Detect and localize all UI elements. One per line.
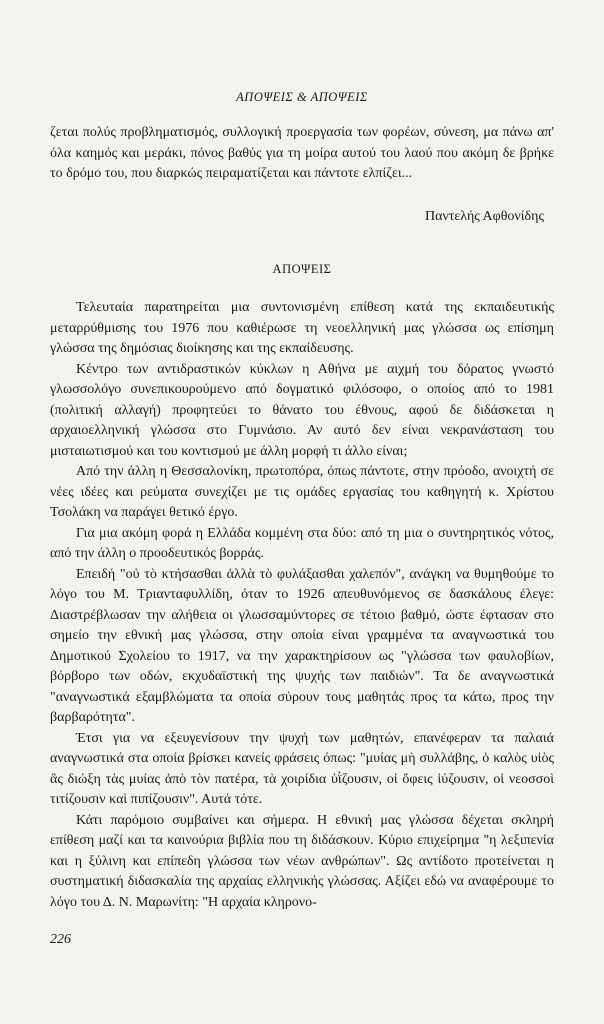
author-signature: Παντελής Αφθονίδης xyxy=(425,209,544,224)
continuation-paragraph: ζεται πολύς προβληματισμός, συλλογική προεργασία των φορέων, σύνεση, μα πάνω απ' όλα καημός και μεράκι, πόνος βαθύς για τη μοίρα αυτού του λαού που ακόμη δε βρήκε το δρόμο του, που διαρκώς πειραματίζεται και πάντοτε ελπίζει... xyxy=(50,125,554,181)
paragraph: Κέντρο των αντιδραστικών κύκλων η Αθήνα με αιχμή του δόρατος γνωστό γλωσσολόγο συνεπικουρούμενο από δογματικό φιλόσοφο, ο οποίος από το 1981 (πολιτική αλλαγή) προφητεύει το θάνατο του έθνους, αφού δε διδάσκεται η αρχαιοελληνική γλώσσα στο Γυμνάσιο. Αν αυτό δεν είναι νεκρανάσταση του μισταιωτισμού και του κοντισμού με άλλη μορφή τι άλλο είναι; xyxy=(50,361,554,459)
paragraph: Για μια ακόμη φορά η Ελλάδα κομμένη στα δύο: από τη μια ο συντηρητικός νότος, από την άλλη ο προοδευτικός βορράς. xyxy=(50,525,554,561)
page-number: 226 xyxy=(50,932,71,947)
paragraph: Έτσι για να εξευγενίσουν την ψυχή των μαθητών, επανέφεραν τα παλαιά αναγνωστικά στα οποία βρίσκει κανείς φράσεις όπως: "μυίας μὴ συλλάβης, ὁ καλὸς υἱὸς ἂς διώξη τὰς μυίας ἀπὸ τὸν πατέρα, τὰ χοιρίδια ὑῒζουσιν, οἱ ὄφεις ἰύζουσιν, οἱ νεοσσοὶ τιτίζουσιν καὶ πιπίζουσιν". Αυτά τότε. xyxy=(50,730,554,807)
running-head: ΑΠΟΨΕΙΣ & ΑΠΟΨΕΙΣ xyxy=(236,90,368,104)
paragraph: Κάτι παρόμοιο συμβαίνει και σήμερα. Η εθνική μας γλώσσα δέχεται σκληρή επίθεση μαζί και τα καινούρια βιβλία που τη διδάσκουν. Κύριο επιχείρημα "η λεξιπενία και η ξύλινη και επίπεδη γλώσσα των νέων ανθρώπων". Ως αντίδοτο προτείνεται η συστηματική διδασκαλία της αρχαίας ελληνικής γλώσσας. Αξίζει εδώ να αναφέρουμε το λόγο του Δ. Ν. Μαρωνίτη: "Η αρχαία κληρονο- xyxy=(50,812,554,910)
paragraph: Από την άλλη η Θεσσαλονίκη, πρωτοπόρα, όπως πάντοτε, στην πρόοδο, ανοιχτή σε νέες ιδέες και ρεύματα συνεχίζει με τις ομάδες εργασίας του καθηγητή κ. Χρίστου Τσολάκη να παράγει θετικό έργο. xyxy=(50,464,554,520)
article-body xyxy=(50,298,554,913)
continuation-text xyxy=(50,123,554,185)
section-title: ΑΠΟΨΕΙΣ xyxy=(272,262,332,276)
paragraph: Τελευταία παρατηρείται μια συντονισμένη επίθεση κατά της εκπαιδευτικής μεταρρύθμισης του 1976 που καθιέρωσε τη νεοελληνική μας γλώσσα ως επίσημη γλώσσα της δημόσιας διοίκησης και της εκπαίδευσης. xyxy=(50,300,554,356)
paragraph: Επειδή "οὐ τὸ κτήσασθαι ἀλλὰ τὸ φυλάξασθαι χαλεπόν", ανάγκη να θυμηθούμε το λόγο του Μ. Τριανταφυλλίδη, όταν το 1926 απευθυνόμενος σε δασκάλους έλεγε: Διαστρέβλωσαν την αλήθεια οι γλωσσαμύντορες σε τέτοιο βαθμό, ώστε έφτασαν στο σημείο την εθνική μας γλώσσα, στην οποία είναι γραμμένα τα αναγνωστικά του Δημοτικού Σχολείου το 1917, να την χαρακτηρίσουν ως "γλώσσα των φαυλοβίων, βόρβορο των οδών, εκχυδαϊστική της ψυχής των παιδιών". Τα δε αναγνωστικά "αναγνωστικά εξαμβλώματα τα οποία σύρουν τους μαθητάς προς τα κάτω, προς την βαρβαρότητα". xyxy=(50,566,554,725)
